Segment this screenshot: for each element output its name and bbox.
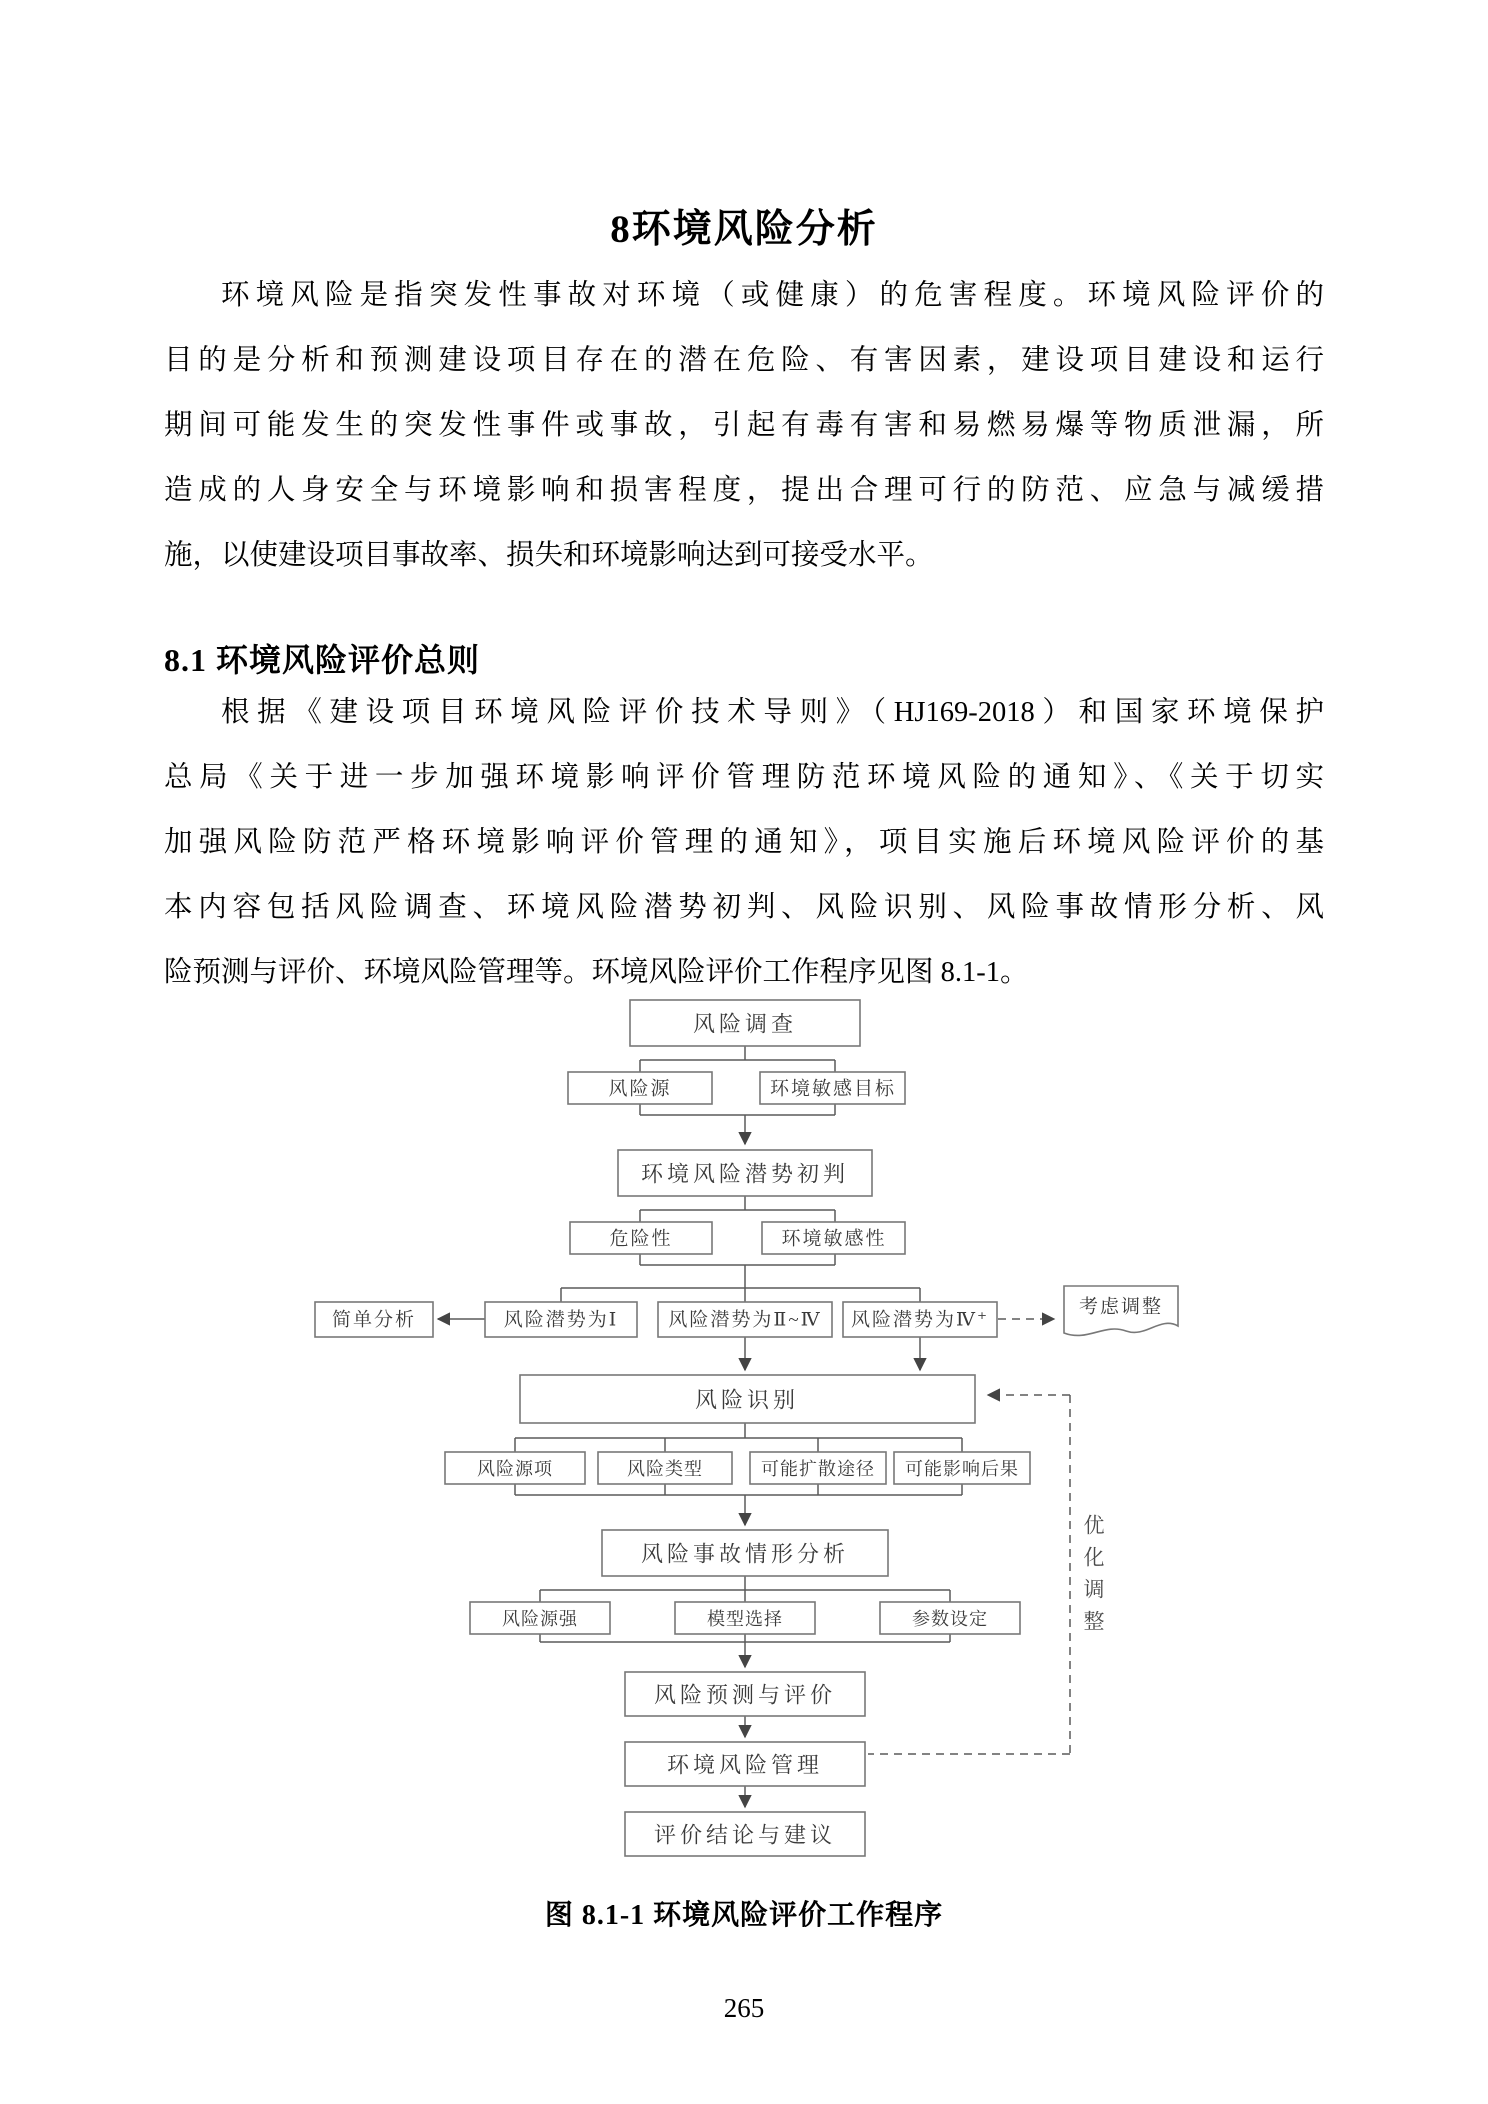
node-hazard-label: 危险性	[609, 1228, 673, 1250]
section-heading: 8.1 环境风险评价总则	[164, 641, 481, 678]
node-potential-I-label: 风险潜势为Ⅰ	[503, 1309, 619, 1331]
node-parameter-setting-label: 参数设定	[912, 1609, 988, 1629]
node-potential-IV-plus-label: 风险潜势为Ⅳ⁺	[850, 1309, 990, 1331]
page-number: 265	[723, 1993, 765, 2023]
node-risk-prediction-evaluation-label: 风险预测与评价	[653, 1682, 837, 1708]
paragraph-line: 施，以使建设项目事故率、损失和环境影响达到可接受水平。	[164, 540, 934, 571]
paragraph-line: 本内容包括风险调查、环境风险潜势初判、风险识别、风险事故情形分析、风	[164, 892, 1324, 923]
flowchart-vertical-label-optimize-adjust: 优化调整	[1081, 1514, 1105, 1642]
paragraph-line: 根据《建设项目环境风险评价技术导则》（HJ169-2018）和国家环境保护	[221, 697, 1324, 728]
node-env-risk-management-label: 环境风险管理	[666, 1752, 824, 1778]
paragraph-1	[164, 263, 1324, 588]
paragraph-line: 造成的人身安全与环境影响和损害程度，提出合理可行的防范、应急与减缓措	[164, 475, 1324, 506]
node-source-strength-label: 风险源强	[502, 1609, 578, 1629]
node-possible-diffusion-path-label: 可能扩散途径	[761, 1459, 875, 1479]
node-model-selection-label: 模型选择	[707, 1609, 783, 1629]
feedback-dashed-line	[868, 1395, 1070, 1754]
node-consider-adjust-label: 考虑调整	[1078, 1296, 1164, 1318]
paragraph-2	[164, 680, 1324, 1005]
node-conclusion-suggestion-label: 评价结论与建议	[653, 1822, 837, 1848]
node-risk-survey-label: 风险调查	[692, 1011, 798, 1037]
node-accident-scenario-analysis-label: 风险事故情形分析	[640, 1541, 850, 1567]
node-potential-judgment-label: 环境风险潜势初判	[640, 1161, 850, 1187]
node-potential-II-IV-label: 风险潜势为Ⅱ~Ⅳ	[668, 1309, 822, 1331]
node-env-sensitive-target-label: 环境敏感目标	[769, 1078, 897, 1100]
flowchart-figure	[240, 990, 1190, 1870]
node-simple-analysis-label: 简单分析	[331, 1309, 417, 1331]
paragraph-line: 目的是分析和预测建设项目存在的潜在危险、有害因素，建设项目建设和运行	[164, 345, 1324, 376]
node-env-sensitivity-label: 环境敏感性	[781, 1228, 887, 1250]
flowchart-labels	[332, 1012, 1163, 1848]
paragraph-line: 环境风险是指突发性事故对环境（或健康）的危害程度。环境风险评价的	[221, 280, 1324, 311]
node-possible-impact-consequence-label: 可能影响后果	[905, 1459, 1019, 1479]
paragraph-line: 加强风险防范严格环境影响评价管理的通知》，项目实施后环境风险评价的基	[164, 827, 1324, 858]
node-risk-source-item-label: 风险源项	[477, 1459, 553, 1479]
paragraph-line: 总局《关于进一步加强环境影响评价管理防范环境风险的通知》、《关于切实	[164, 762, 1324, 793]
flowchart-boxes	[315, 1000, 1178, 1856]
flowchart-svg	[240, 990, 1190, 1870]
node-risk-source-label: 风险源	[608, 1078, 672, 1100]
figure-caption: 图 8.1-1 环境风险评价工作程序	[544, 1900, 944, 1931]
paragraph-line: 险预测与评价、环境风险管理等。环境风险评价工作程序见图 8.1-1。	[164, 957, 1029, 988]
node-risk-type-label: 风险类型	[627, 1459, 703, 1479]
page-title: 8环境风险分析	[610, 208, 878, 252]
node-risk-identification-label: 风险识别	[694, 1387, 800, 1413]
paragraph-line: 期间可能发生的突发性事件或事故，引起有毒有害和易燃易爆等物质泄漏，所	[164, 410, 1324, 441]
